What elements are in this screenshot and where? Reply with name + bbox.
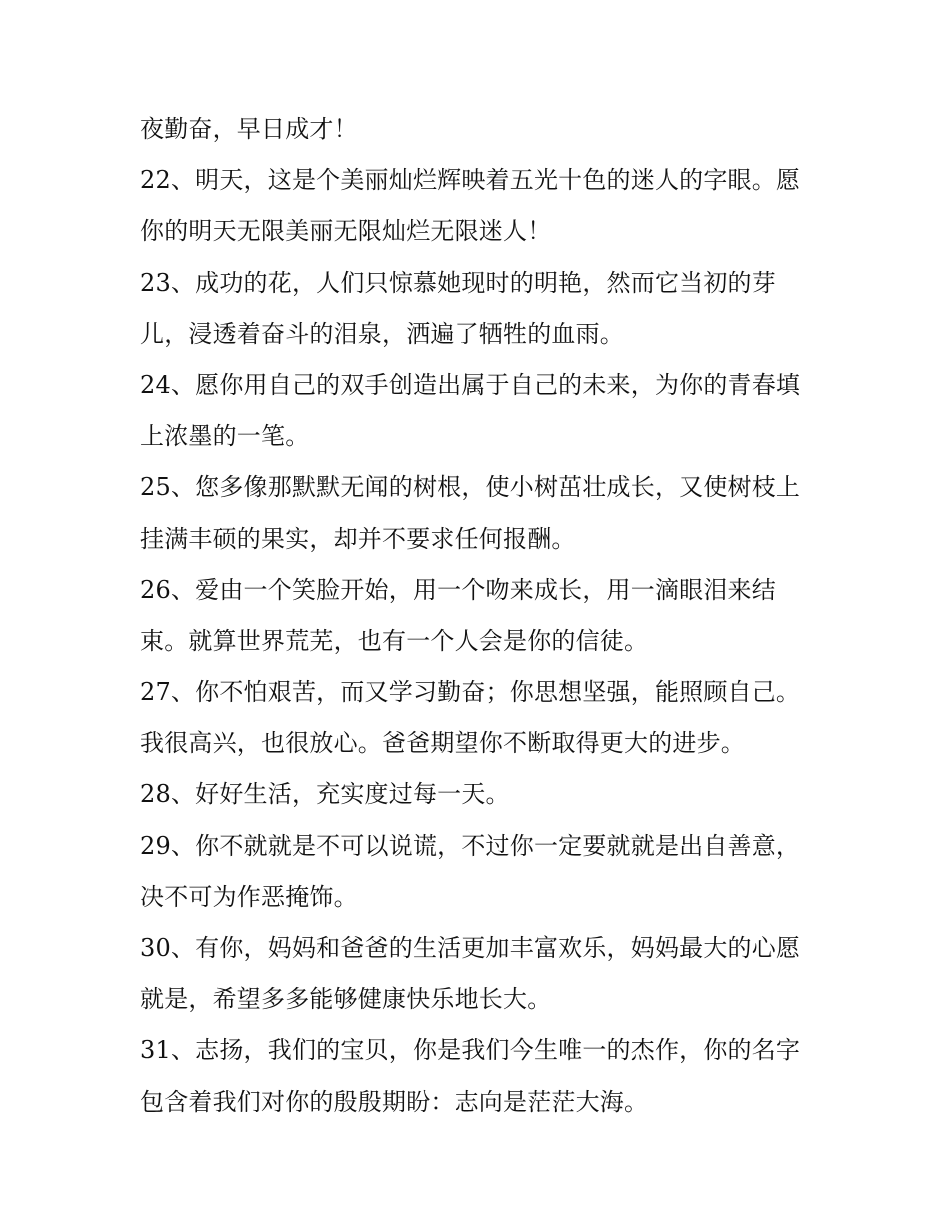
text-line: 27、你不怕艰苦，而又学习勤奋；你思想坚强，能照顾自己。 [140, 678, 801, 707]
text-line: 就是，希望多多能够健康快乐地长大。 [140, 985, 552, 1014]
text-line: 30、有你，妈妈和爸爸的生活更加丰富欢乐，妈妈最大的心愿 [140, 934, 801, 962]
text-line: 29、你不就就是不可以说谎，不过你一定要就就是出自善意， [140, 831, 801, 860]
document-body [140, 104, 812, 1128]
text-line: 我很高兴，也很放心。爸爸期望你不断取得更大的进步。 [140, 729, 745, 758]
text-line: 26、爱由一个笑脸开始，用一个吻来成长，用一滴眼泪来结 [140, 575, 776, 604]
text-line: 22、明天，这是个美丽灿烂辉映着五光十色的迷人的字眼。愿 [140, 166, 801, 195]
text-line: 挂满丰硕的果实，却并不要求任何报酬。 [140, 524, 576, 553]
text-line: 25、您多像那默默无闻的树根，使小树茁壮成长，又使树枝上 [140, 473, 801, 502]
text-line: 你的明天无限美丽无限灿烂无限迷人！ [140, 217, 552, 246]
text-line: 31、志扬，我们的宝贝，你是我们今生唯一的杰作，你的名字 [140, 1036, 801, 1065]
text-line: 23、成功的花，人们只惊慕她现时的明艳，然而它当初的芽 [140, 268, 776, 297]
text-line: 夜勤奋，早日成才！ [140, 115, 358, 143]
text-line: 束。就算世界荒芜，也有一个人会是你的信徒。 [140, 626, 649, 655]
text-line: 儿，浸透着奋斗的泪泉，洒遍了牺牲的血雨。 [140, 319, 624, 348]
text-line: 上浓墨的一笔。 [140, 422, 310, 451]
text-line: 28、好好生活，充实度过每一天。 [140, 780, 510, 809]
text-line: 24、愿你用自己的双手创造出属于自己的未来，为你的青春填 [140, 370, 801, 399]
text-line: 包含着我们对你的殷殷期盼：志向是茫茫大海。 [140, 1087, 649, 1116]
text-line: 决不可为作恶掩饰。 [140, 882, 358, 911]
